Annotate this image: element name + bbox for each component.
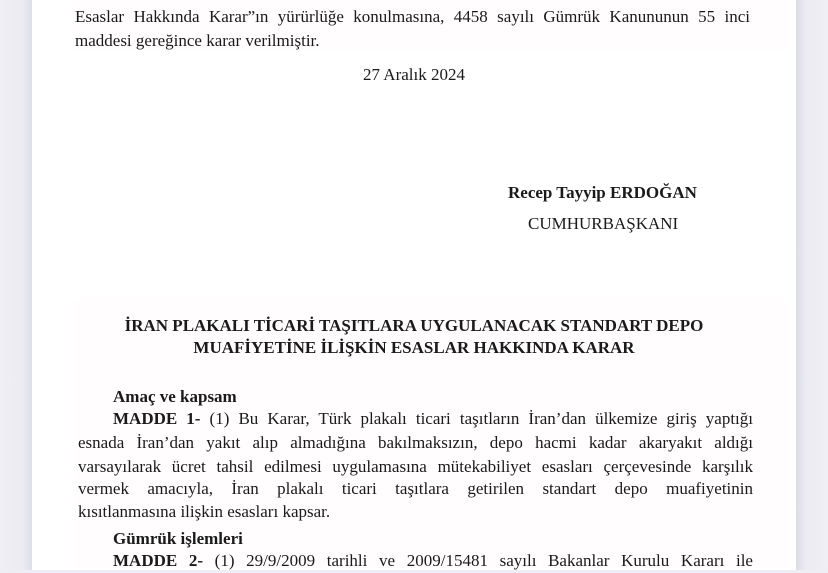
article-1-heading: Amaç ve kapsam — [113, 387, 237, 406]
article-1-text: (1) Bu Karar, Türk plakalı ticari taşıtların İran’dan ülkemize giriş yaptığı — [200, 409, 753, 428]
signer-name: Recep Tayyip ERDOĞAN — [508, 183, 697, 202]
left-gutter — [0, 0, 32, 570]
decision-date: 27 Aralık 2024 — [363, 65, 465, 84]
article-1-line-1 — [113, 406, 753, 431]
article-1-line-5: kısıtlanmasına ilişkin esasları kapsar. — [78, 502, 331, 521]
article-2-text: (1) 29/9/2009 tarihli ve 2009/15481 sayılı Bakanlar Kurulu Kararı ile — [203, 551, 753, 570]
article-2-label: MADDE 2- — [113, 551, 204, 570]
intro-line-2: maddesi gereğince karar verilmiştir. — [75, 31, 320, 50]
article-2-line-1 — [113, 548, 753, 573]
article-1-line-2: esnada İran’dan yakıt alıp almadığına bakılmaksızın, depo hacmi kadar akaryakıt aldığı — [78, 433, 753, 452]
article-1-label: MADDE 1- — [113, 409, 201, 428]
article-1-line-3: varsayılarak ücret tahsil edilmesi uygulamasına mütekabiliyet esasları çerçevesinde karşılık — [78, 457, 753, 476]
document-page — [32, 0, 796, 570]
article-1-line-4: vermek amacıyla, İran plakalı ticari taşıtlara getirilen standart depo muafiyetinin — [78, 479, 753, 498]
right-gutter — [796, 0, 828, 570]
intro-line-1: Esaslar Hakkında Karar”ın yürürlüğe konulmasına, 4458 sayılı Gümrük Kanununun 55 inci — [75, 7, 750, 26]
signer-title: CUMHURBAŞKANI — [528, 214, 679, 233]
article-2-heading: Gümrük işlemleri — [113, 529, 243, 548]
decision-title-line-1: İRAN PLAKALI TİCARİ TAŞITLARA UYGULANACAK STANDART DEPO — [124, 316, 704, 335]
decision-title-line-2: MUAFİYETİNE İLİŞKİN ESASLAR HAKKINDA KARAR — [193, 338, 635, 357]
